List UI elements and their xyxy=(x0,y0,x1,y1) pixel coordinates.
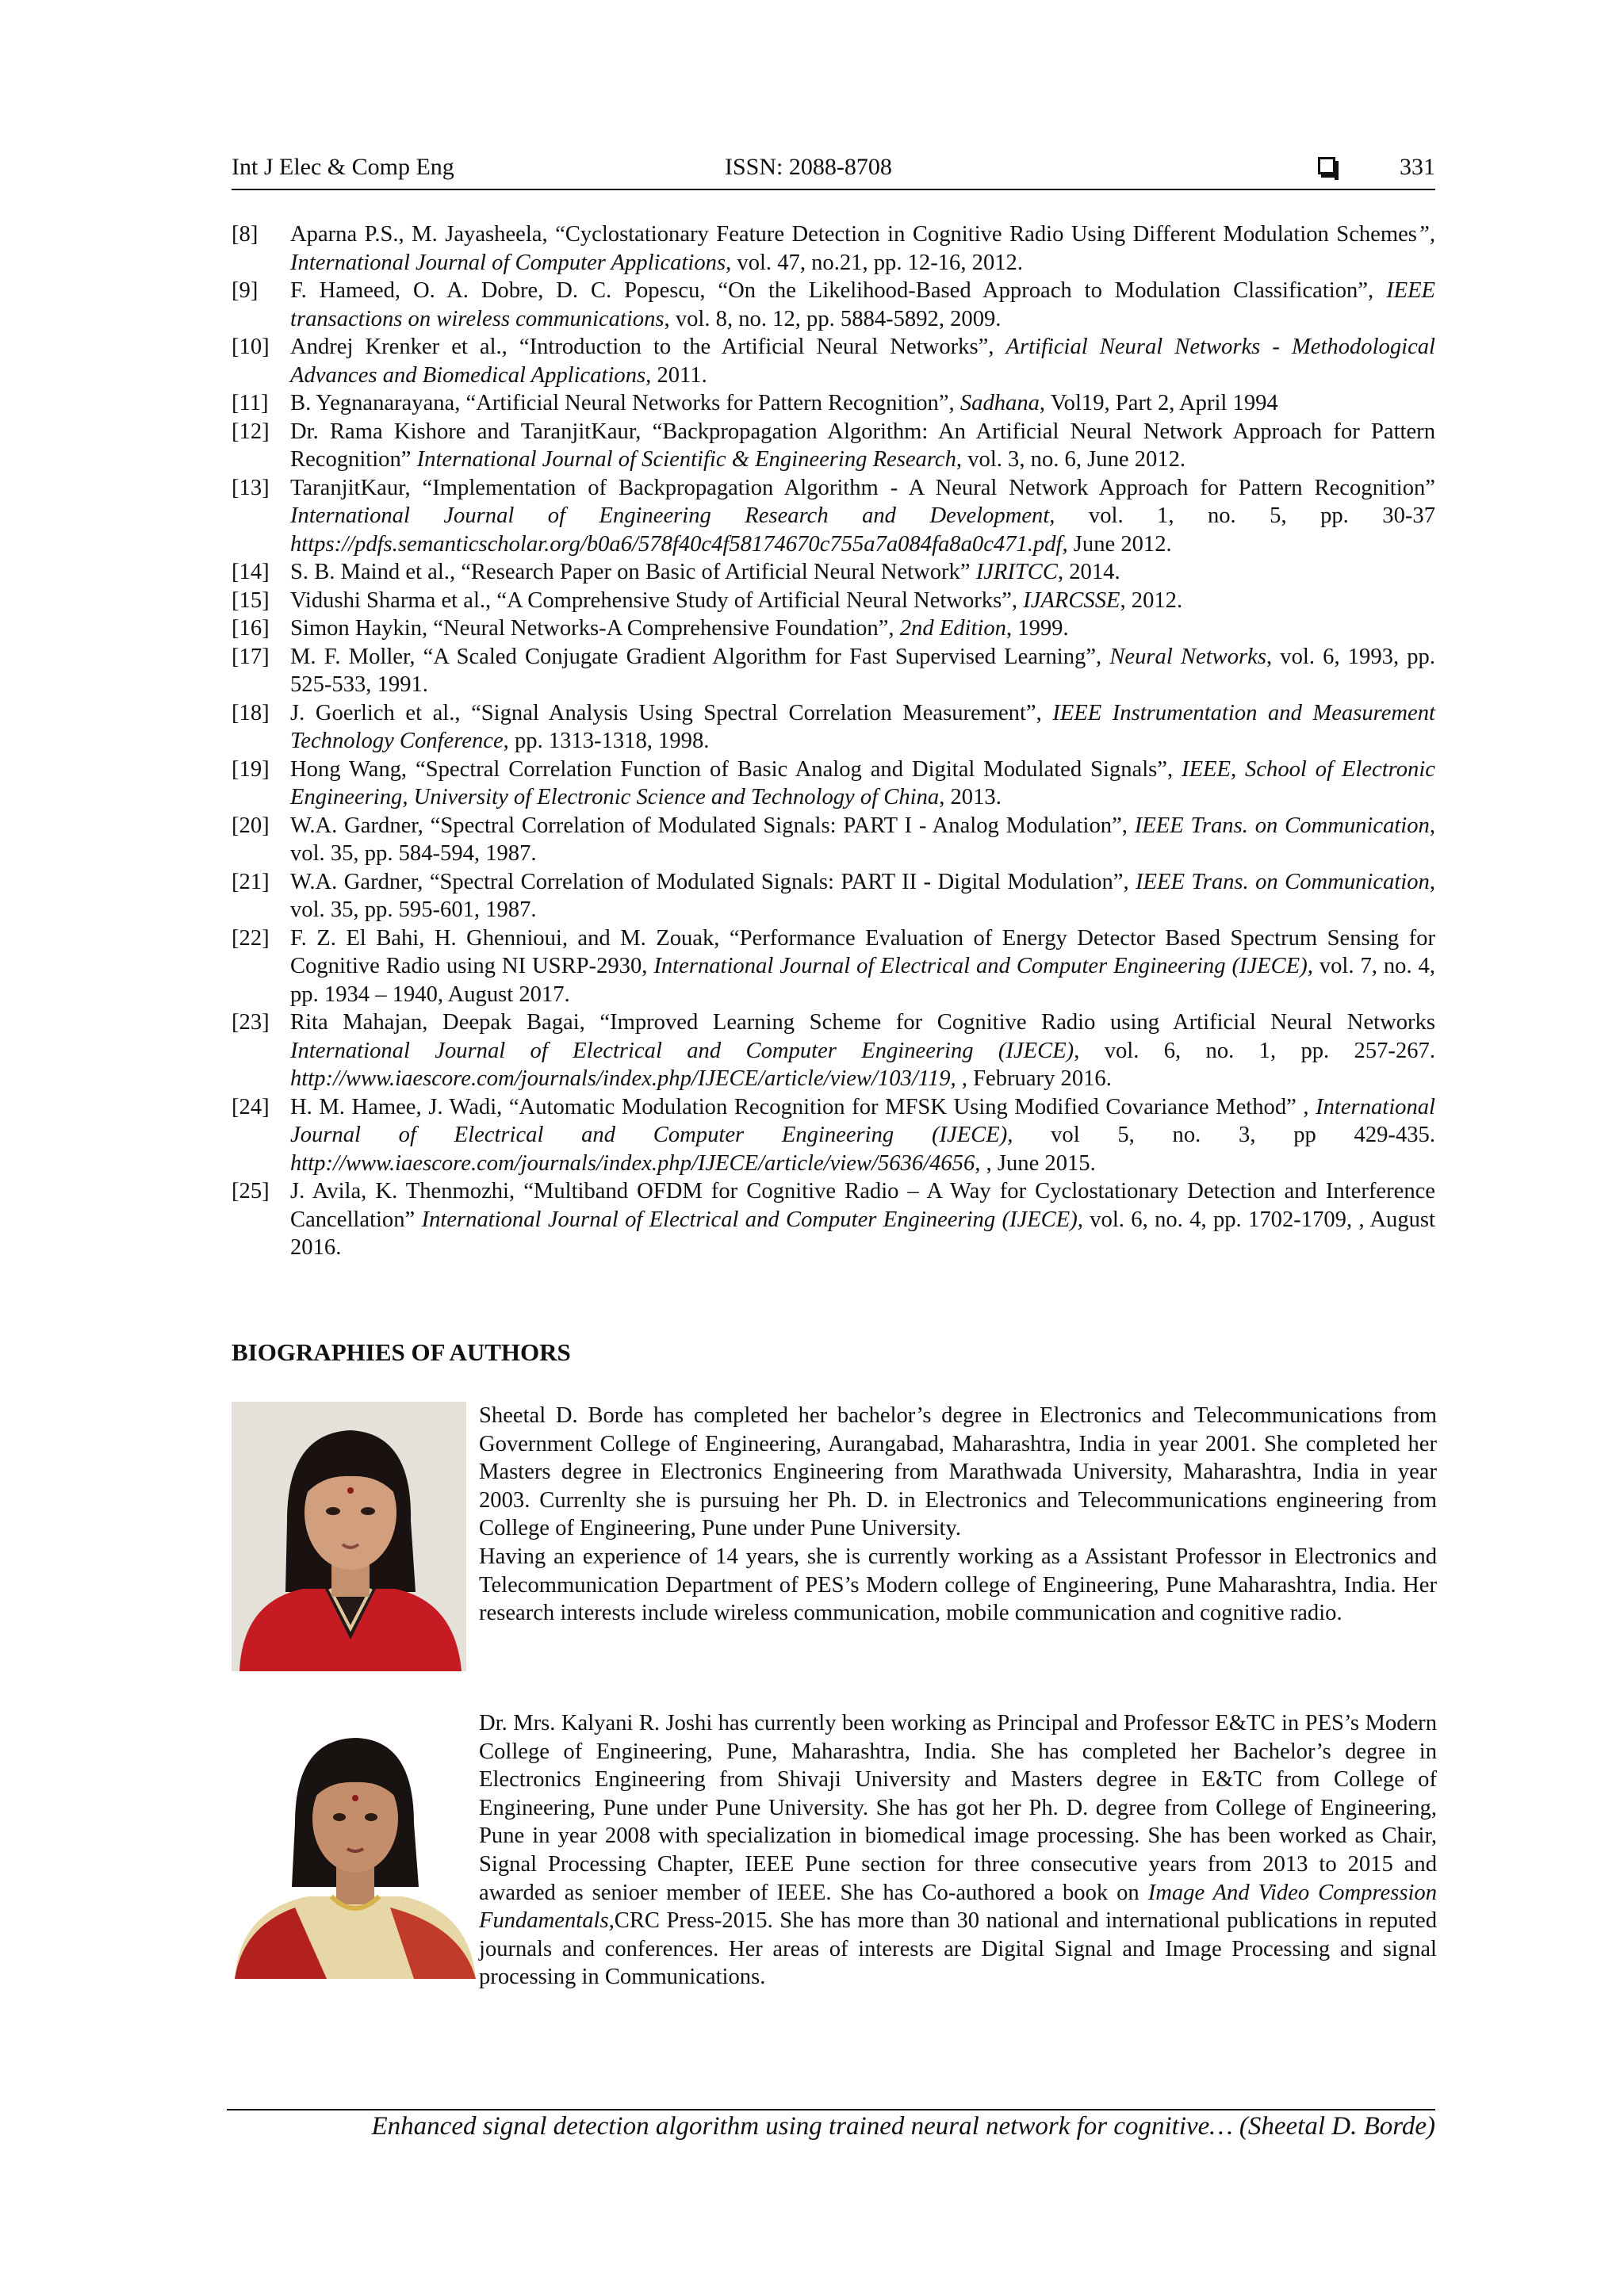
reference-number: [24] xyxy=(232,1094,270,1119)
reference-number: [12] xyxy=(232,419,270,444)
reference-number: [23] xyxy=(232,1010,270,1035)
reference-italic-part: http://www.iaescore.com/journals/index.php/IJECE/article/view/103/119, xyxy=(290,1066,956,1091)
reference-italic-part: International Journal of Electrical and Computer Engineering (IJECE) xyxy=(290,1038,1074,1063)
bio-borde-paragraph-2: Having an experience of 14 years, she is currently working as a Assistant Professor in Electronics and Telecommunication Department of PES’s Modern college of Engineering, Pune Maharashtra, India. Her research interests include wireless communication, mobile communication and cognitive radio. xyxy=(479,1544,1437,1626)
reference-text xyxy=(290,699,1435,756)
reference-number: [8] xyxy=(232,222,259,247)
bio-borde-paragraph-1: Sheetal D. Borde has completed her bachelor’s degree in Electronics and Telecommunications from Government College of Engineering, Aurangabad, Maharashtra, India in year 2001. She completed her Masters degree in Electronics Engineering from Marathwada University, Maharashtra, India in year 2003. Currenlty she is pursuing her Ph. D. in Electronics and Telecommunications engineering from College of Engineering, Pune under Pune University. xyxy=(479,1403,1437,1541)
reference-italic-part: Artificial Neural Networks - Methodological Advances and Biomedical Applications xyxy=(290,335,1435,388)
reference-part: , vol. 3, no. 6, June 2012. xyxy=(956,447,1186,472)
reference-number: [19] xyxy=(232,756,270,782)
reference-italic-part: IJRITCC xyxy=(975,560,1058,584)
reference-text xyxy=(290,418,1435,474)
reference-text xyxy=(290,812,1435,868)
reference-text xyxy=(290,587,1435,615)
page-number: 331 xyxy=(1400,154,1435,180)
reference-item xyxy=(232,587,1435,615)
reference-item xyxy=(232,924,1435,1009)
bio-joshi-text-b: CRC Press-2015. She has more than 30 national and international publications in reputed journals and conferences. Her areas of interests are Digital Signal and Image Processing and signal processing in Communications. xyxy=(479,1908,1437,1990)
reference-italic-part: International Journal of Electrical and Computer Engineering (IJECE), xyxy=(421,1207,1083,1232)
reference-text xyxy=(290,333,1435,389)
reference-number: [15] xyxy=(232,587,270,613)
reference-text xyxy=(290,868,1435,924)
reference-item xyxy=(232,220,1435,277)
author-photo-joshi xyxy=(232,1712,479,1979)
page-footer: Enhanced signal detection algorithm using trained neural network for cognitive… (Sheetal D. Borde) xyxy=(371,2112,1435,2141)
reference-italic-part: http://www.iaescore.com/journals/index.php/IJECE/article/view/5636/4656, xyxy=(290,1150,981,1176)
reference-part: W.A. Gardner, “Spectral Correlation of Modulated Signals: PART II - Digital Modulation”, xyxy=(290,869,1136,894)
reference-text xyxy=(290,924,1435,1009)
reference-italic-part: IEEE Trans. on Communication xyxy=(1136,869,1430,894)
reference-item xyxy=(232,474,1435,559)
reference-part: vol 5, no. 3, pp 429-435. xyxy=(1013,1123,1435,1147)
reference-part: B. Yegnanarayana, “Artificial Neural Networks for Pattern Recognition”, xyxy=(290,391,960,415)
reference-italic-part: Sadhana xyxy=(959,391,1040,415)
reference-italic-part: International Journal of Scientific & Engineering Research xyxy=(416,447,956,472)
reference-number: [21] xyxy=(232,869,270,894)
reference-part: M. F. Moller, “A Scaled Conjugate Gradient Algorithm for Fast Supervised Learning”, xyxy=(290,644,1110,669)
reference-part: , February 2016. xyxy=(956,1066,1112,1091)
reference-part: Simon Haykin, “Neural Networks-A Comprehensive Foundation”, xyxy=(290,616,900,641)
reference-item xyxy=(232,614,1435,643)
reference-italic-part: International Journal of Engineering Research and Development, xyxy=(290,503,1055,528)
reference-item xyxy=(232,868,1435,924)
reference-text xyxy=(290,614,1435,643)
reference-part: June 2012. xyxy=(1067,531,1172,557)
reference-italic-part: IEEE Instrumentation and Measurement Technology Conference xyxy=(290,700,1435,753)
reference-part: , vol. 35, pp. 584-594, 1987. xyxy=(290,813,1435,866)
reference-italic-part: 2nd Edition xyxy=(899,616,1006,641)
reference-part: Andrej Krenker et al., “Introduction to the Artificial Neural Networks”, xyxy=(290,335,1006,359)
page-header xyxy=(232,154,1435,189)
reference-number: [10] xyxy=(232,335,270,359)
reference-part: , Vol19, Part 2, April 1994 xyxy=(1039,391,1278,415)
reference-part: J. Avila, K. Thenmozhi, “Multiband OFDM for Cognitive Radio – A Way for Cyclostationary Detection and Interference Cancellation” xyxy=(290,1179,1435,1232)
reference-item xyxy=(232,418,1435,474)
reference-part: vol. 6, no. 4, pp. 1702-1709, , August 2016. xyxy=(290,1207,1435,1260)
footer-rule xyxy=(227,2109,1435,2110)
reference-number: [14] xyxy=(232,560,270,584)
reference-item xyxy=(232,277,1435,333)
reference-italic-part: ”, International Journal of Computer Applications xyxy=(290,222,1435,275)
reference-italic-part: International Journal of Electrical and Computer Engineering (IJECE), xyxy=(290,1094,1435,1147)
reference-number: [18] xyxy=(232,700,270,725)
reference-part: , vol. 8, no. 12, pp. 5884-5892, 2009. xyxy=(664,306,1002,331)
reference-part: , vol. 6, no. 1, pp. 257-267. xyxy=(1074,1038,1435,1063)
square-icon xyxy=(1318,157,1335,174)
reference-item xyxy=(232,1093,1435,1178)
reference-text xyxy=(290,756,1435,812)
bio-borde xyxy=(479,1402,1437,1628)
reference-number: [11] xyxy=(232,391,269,415)
reference-part: , pp. 1313-1318, 1998. xyxy=(503,729,710,753)
reference-text xyxy=(290,1177,1435,1262)
reference-part: , June 2015. xyxy=(980,1150,1096,1176)
reference-part: , 2013. xyxy=(939,785,1002,809)
reference-number: [22] xyxy=(232,925,270,951)
reference-italic-part: IEEE transactions on wireless communications xyxy=(290,278,1435,331)
reference-part: Rita Mahajan, Deepak Bagai, “Improved Learning Scheme for Cognitive Radio using Artificial Neural Networks xyxy=(290,1010,1435,1035)
issn: ISSN: 2088-8708 xyxy=(725,154,892,180)
reference-italic-part: International Journal of Electrical and Computer Engineering (IJECE), xyxy=(653,954,1313,978)
reference-number: [25] xyxy=(232,1179,270,1203)
reference-italic-part: https://pdfs.semanticscholar.org/b0a6/578f40c4f58174670c755a7a084fa8a0c471.pdf, xyxy=(290,531,1068,557)
reference-part: TaranjitKaur, “Implementation of Backpropagation Algorithm - A Neural Network Approach for Pattern Recognition” xyxy=(290,475,1435,500)
reference-item xyxy=(232,812,1435,868)
reference-number: [13] xyxy=(232,475,270,500)
bio-joshi-book-title: Image And Video Compression Fundamentals, xyxy=(479,1880,1437,1934)
reference-number: [16] xyxy=(232,616,270,641)
reference-part: , 2014. xyxy=(1057,560,1120,584)
reference-part: Dr. Rama Kishore and TaranjitKaur, “Backpropagation Algorithm: An Artificial Neural Network Approach for Pattern Recognition” xyxy=(290,419,1435,472)
reference-part: W.A. Gardner, “Spectral Correlation of Modulated Signals: PART I - Analog Modulation”, xyxy=(290,813,1135,838)
reference-text xyxy=(290,474,1435,559)
reference-text xyxy=(290,220,1435,277)
reference-item xyxy=(232,643,1435,699)
reference-number: [20] xyxy=(232,813,270,838)
reference-text xyxy=(290,277,1435,333)
reference-part: , 2012. xyxy=(1120,587,1183,613)
reference-part: Aparna P.S., M. Jayasheela, “Cyclostationary Feature Detection in Cognitive Radio Using Different Modulation Schemes xyxy=(290,222,1417,247)
reference-item xyxy=(232,1177,1435,1262)
reference-list xyxy=(232,220,1435,1262)
reference-part: Hong Wang, “Spectral Correlation Function of Basic Analog and Digital Modulated Signals”, xyxy=(290,756,1182,782)
reference-item xyxy=(232,1008,1435,1093)
reference-text xyxy=(290,1008,1435,1093)
bio-section-title: BIOGRAPHIES OF AUTHORS xyxy=(232,1338,571,1366)
header-rule xyxy=(232,189,1435,190)
reference-text xyxy=(290,643,1435,699)
reference-part: J. Goerlich et al., “Signal Analysis Using Spectral Correlation Measurement”, xyxy=(290,700,1053,725)
reference-part: , 2011. xyxy=(645,362,707,388)
bio-joshi xyxy=(479,1709,1437,1992)
reference-part: , vol. 35, pp. 595-601, 1987. xyxy=(290,869,1435,922)
reference-part: F. Hameed, O. A. Dobre, D. C. Popescu, “On the Likelihood-Based Approach to Modulation Classification”, xyxy=(290,278,1387,303)
reference-part: , vol. 47, no.21, pp. 12-16, 2012. xyxy=(726,250,1023,275)
reference-item xyxy=(232,333,1435,389)
reference-italic-part: IEEE, School of Electronic Engineering, University of Electronic Science and Technology of China xyxy=(290,756,1435,809)
reference-part: F. Z. El Bahi, H. Ghennioui, and M. Zouak, “Performance Evaluation of Energy Detector Based Spectrum Sensing for Cognitive Radio using NI USRP-2930, xyxy=(290,925,1435,978)
reference-part: Vidushi Sharma et al., “A Comprehensive Study of Artificial Neural Networks”, xyxy=(290,587,1024,613)
reference-part: vol. 1, no. 5, pp. 30-37 xyxy=(1055,503,1435,528)
reference-item xyxy=(232,699,1435,756)
reference-part: , 1999. xyxy=(1005,616,1069,641)
journal-name: Int J Elec & Comp Eng xyxy=(232,154,454,180)
reference-italic-part: Neural Networks xyxy=(1109,644,1266,669)
reference-item xyxy=(232,389,1435,418)
reference-text xyxy=(290,389,1435,418)
reference-part: , vol. 6, 1993, pp. 525-533, 1991. xyxy=(290,644,1435,697)
reference-item xyxy=(232,756,1435,812)
reference-item xyxy=(232,558,1435,587)
reference-number: [9] xyxy=(232,278,259,303)
reference-part: S. B. Maind et al., “Research Paper on Basic of Artificial Neural Network” xyxy=(290,560,976,584)
reference-part: vol. 7, no. 4, pp. 1934 – 1940, August 2017. xyxy=(290,954,1435,1007)
reference-italic-part: IJARCSSE xyxy=(1023,587,1120,613)
reference-italic-part: IEEE Trans. on Communication xyxy=(1134,813,1430,838)
reference-text xyxy=(290,558,1435,587)
reference-number: [17] xyxy=(232,644,270,669)
bio-joshi-paragraph xyxy=(479,1709,1437,1992)
reference-text xyxy=(290,1093,1435,1178)
author-photo-borde xyxy=(232,1402,466,1671)
reference-part: H. M. Hamee, J. Wadi, “Automatic Modulation Recognition for MFSK Using Modified Covariance Method” , xyxy=(290,1094,1316,1119)
bio-joshi-text-a: Dr. Mrs. Kalyani R. Joshi has currently been working as Principal and Professor E&TC in PES’s Modern College of Engineering, Pune, Maharashtra, India. She has completed her Bachelor’s degree in Electronics Engineering from Shivaji University and Masters degree in E&TC from College of Engineering, Pune under Pune University. She has got her Ph. D. degree from College of Engineering, Pune in year 2008 with specialization in biomedical image processing. She has been worked as Chair, Signal Processing Chapter, IEEE Pune section for three consecutive years from 2013 to 2015 and awarded as senioer member of IEEE. She has Co-authored a book on xyxy=(479,1711,1437,1905)
